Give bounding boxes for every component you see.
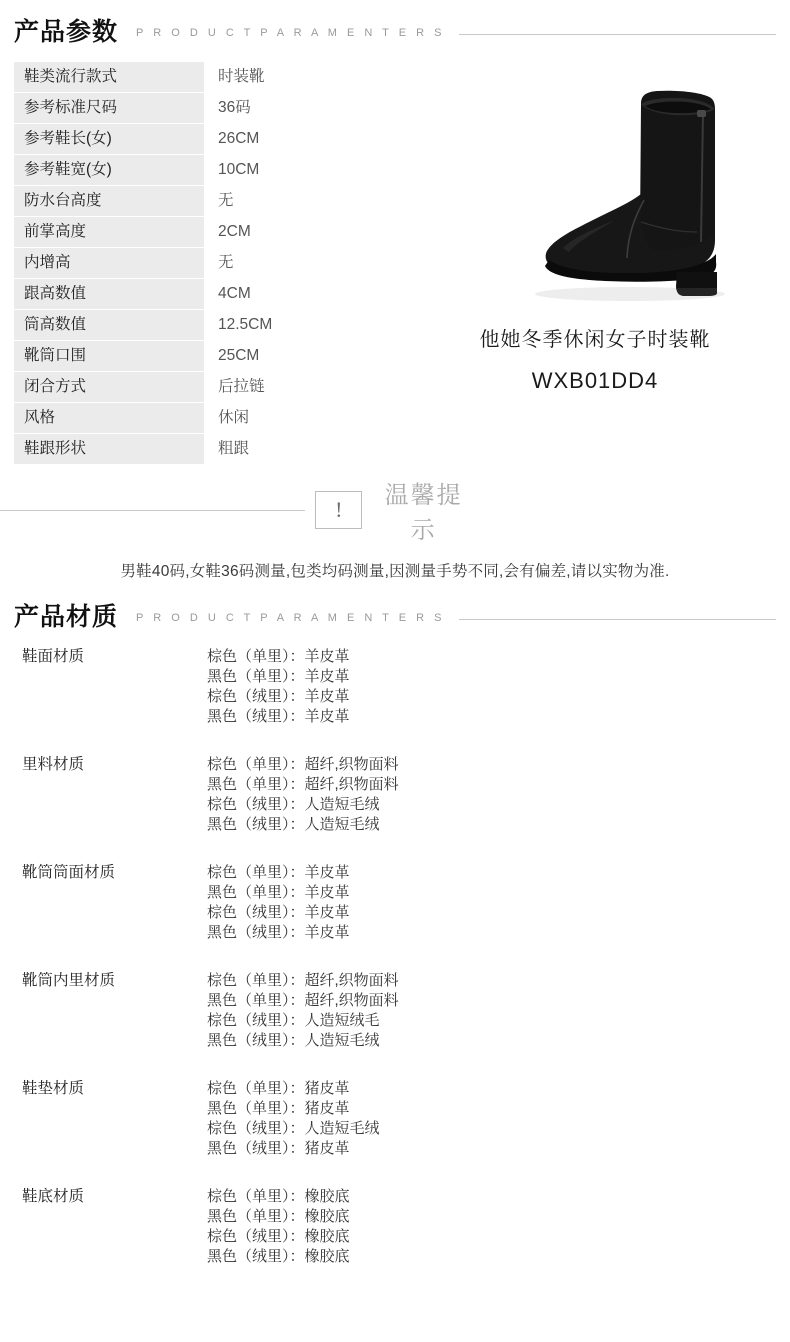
section-title-materials-en: P R O D U C T P A R A M E N T E R S: [136, 612, 445, 624]
material-value-line: 黑色（单里）：超纤,织物面料: [207, 992, 399, 1009]
tips-banner: [0, 475, 790, 581]
table-row: [14, 248, 394, 279]
param-key: 鞋跟形状: [14, 434, 204, 465]
material-value-line: 棕色（单里）：超纤,织物面料: [207, 972, 399, 989]
param-key: 靴筒口围: [14, 341, 204, 372]
exclamation-icon: !: [315, 491, 362, 529]
param-value: 无: [204, 186, 394, 217]
material-value-line: 黑色（绒里）：羊皮革: [207, 924, 350, 941]
param-key: 闭合方式: [14, 372, 204, 403]
table-row: [14, 434, 394, 465]
param-key: 参考鞋宽(女): [14, 155, 204, 186]
material-value-line: 棕色（绒里）：人造短绒毛: [207, 1012, 380, 1029]
material-value-line: 黑色（绒里）：人造短毛绒: [207, 816, 380, 833]
section-header-materials: [0, 597, 790, 633]
materials-table-body: [0, 647, 790, 1295]
materials-table: [0, 647, 790, 1295]
tips-title: 温馨提示: [384, 482, 463, 544]
param-key: 参考鞋长(女): [14, 124, 204, 155]
param-value: 休闲: [204, 403, 394, 434]
material-value-line: 棕色（单里）：超纤,织物面料: [207, 756, 399, 773]
material-value-line: 黑色（绒里）：羊皮革: [207, 708, 350, 725]
material-value-line: 棕色（绒里）：人造短毛绒: [207, 796, 380, 813]
param-value: 4CM: [204, 279, 394, 310]
material-key: 鞋垫材质: [22, 1080, 85, 1097]
table-row: [0, 971, 790, 1079]
parameters-table-body: [14, 62, 394, 465]
material-value-line: 棕色（绒里）：橡胶底: [207, 1228, 350, 1245]
section-divider: [459, 619, 776, 620]
param-value: 粗跟: [204, 434, 394, 465]
material-value-line: 棕色（单里）：橡胶底: [207, 1188, 350, 1205]
section-divider: [459, 34, 776, 35]
material-key: 靴筒内里材质: [22, 972, 116, 989]
param-value: 无: [204, 248, 394, 279]
product-visual: [400, 62, 790, 394]
param-key: 筒高数值: [14, 310, 204, 341]
param-value: 26CM: [204, 124, 394, 155]
section-title-params-cn: 产品参数: [14, 18, 119, 46]
param-key: 内增高: [14, 248, 204, 279]
param-value: 25CM: [204, 341, 394, 372]
material-value-line: 黑色（绒里）：橡胶底: [207, 1248, 350, 1265]
param-key: 参考标准尺码: [14, 93, 204, 124]
table-row: [0, 863, 790, 971]
section-header-params: [0, 12, 790, 48]
material-value-line: 黑色（单里）：超纤,织物面料: [207, 776, 399, 793]
table-row: [0, 1079, 790, 1187]
param-key: 风格: [14, 403, 204, 434]
parameters-table: [14, 62, 394, 465]
table-row: [14, 62, 394, 93]
material-value-line: 棕色（单里）：羊皮革: [207, 864, 350, 881]
material-values: [207, 971, 790, 1079]
param-value: 12.5CM: [204, 310, 394, 341]
table-row: [0, 647, 790, 755]
param-value: 后拉链: [204, 372, 394, 403]
material-value-line: 黑色（单里）：橡胶底: [207, 1208, 350, 1225]
table-row: [14, 403, 394, 434]
material-value-line: 黑色（单里）：羊皮革: [207, 668, 350, 685]
section-title-materials-cn: 产品材质: [14, 603, 119, 631]
material-value-line: 棕色（绒里）：人造短毛绒: [207, 1120, 380, 1137]
product-code: WXB01DD4: [531, 368, 659, 393]
material-value-line: 黑色（单里）：猪皮革: [207, 1100, 350, 1117]
material-key: 鞋底材质: [22, 1188, 85, 1205]
material-value-line: 黑色（绒里）：人造短毛绒: [207, 1032, 380, 1049]
param-key: 跟高数值: [14, 279, 204, 310]
section-title-params-en: P R O D U C T P A R A M E N T E R S: [136, 27, 445, 39]
material-values: [207, 1187, 790, 1295]
material-values: [207, 647, 790, 755]
table-row: [14, 310, 394, 341]
param-value: 10CM: [204, 155, 394, 186]
material-values: [207, 755, 790, 863]
material-value-line: 棕色（单里）：猪皮革: [207, 1080, 350, 1097]
material-value-line: 棕色（绒里）：羊皮革: [207, 904, 350, 921]
material-key: 靴筒筒面材质: [22, 864, 116, 881]
table-row: [14, 155, 394, 186]
product-image: [445, 82, 745, 317]
product-title: 他她冬季休闲女子时装靴: [479, 329, 711, 351]
material-values: [207, 863, 790, 971]
table-row: [14, 93, 394, 124]
tips-header: [0, 475, 790, 545]
table-row: [14, 186, 394, 217]
table-row: [14, 124, 394, 155]
material-values: [207, 1079, 790, 1187]
material-value-line: 黑色（单里）：羊皮革: [207, 884, 350, 901]
param-value: 36码: [204, 93, 394, 124]
table-row: [14, 279, 394, 310]
param-key: 防水台高度: [14, 186, 204, 217]
table-row: [14, 341, 394, 372]
param-key: 前掌高度: [14, 217, 204, 248]
materials-section: [0, 597, 790, 1295]
product-detail-page: [0, 12, 790, 1342]
tips-divider-left: [0, 510, 305, 511]
material-value-line: 黑色（绒里）：猪皮革: [207, 1140, 350, 1157]
table-row: [14, 217, 394, 248]
param-value: 2CM: [204, 217, 394, 248]
material-key: 鞋面材质: [22, 648, 85, 665]
params-and-image: [0, 62, 790, 465]
material-value-line: 棕色（单里）：羊皮革: [207, 648, 350, 665]
table-row: [0, 1187, 790, 1295]
table-row: [0, 755, 790, 863]
material-value-line: 棕色（绒里）：羊皮革: [207, 688, 350, 705]
tips-text: 男鞋40码,女鞋36码测量,包类均码测量,因测量手势不同,会有偏差,请以实物为准.: [120, 563, 670, 580]
table-row: [14, 372, 394, 403]
param-key: 鞋类流行款式: [14, 62, 204, 93]
material-key: 里料材质: [22, 756, 85, 773]
param-value: 时装靴: [204, 62, 394, 93]
